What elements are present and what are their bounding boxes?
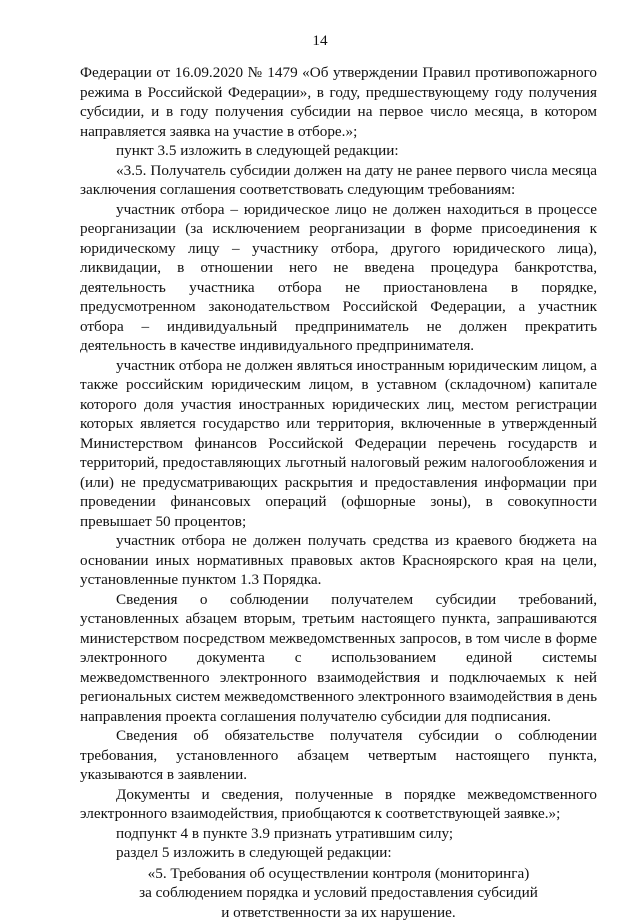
paragraph-continuation: Федерации от 16.09.2020 № 1479 «Об утверждении Правил противопожарного режима в Российской Федерации», в году, предшествующему году получения субсидии, и в году получения субсидии на первое число месяца, в котором направляется заявка на участие в отборе.»; bbox=[80, 63, 597, 141]
paragraph-obligation-info: Сведения об обязательстве получателя субсидии о соблюдении требования, установленного абзацем четвертым настоящего пункта, указываются в заявлении. bbox=[80, 726, 597, 785]
paragraph-interagency-requests: Сведения о соблюдении получателем субсидии требований, установленных абзацем вторым, третьим настоящего пункта, запрашиваются министерством посредством межведомственных запросов, в том числе в форме электронного документа с использованием единой системы межведомственного электронного взаимодействия и подключаемых к ней региональных систем межведомственного электронного взаимодействия в день направления проекта соглашения получателю субсидии для подписания. bbox=[80, 590, 597, 727]
paragraph-documents-attached: Документы и сведения, полученные в порядке межведомственного электронного взаимодействия, приобщаются к соответствующей заявке.»; bbox=[80, 785, 597, 824]
paragraph-section-5-amendment: раздел 5 изложить в следующей редакции: bbox=[80, 843, 597, 863]
section-5-heading-line-1: «5. Требования об осуществлении контроля (мониторинга) bbox=[80, 864, 597, 884]
section-5-heading-line-2: за соблюдением порядка и условий предоставления субсидий bbox=[80, 883, 597, 903]
page-number: 14 bbox=[0, 31, 640, 51]
paragraph-requirement-reorganization: участник отбора – юридическое лицо не должен находиться в процессе реорганизации (за исключением реорганизации в форме присоединения к юридическому лицу – участнику отбора, другого юридического лица), ликвидации, в отношении него не введена процедура банкротства, деятельность участника отбора не приостановлена в порядке, предусмотренном законодательством Российской Федерации, а участник отбора – индивидуальный предприниматель не должен прекратить деятельность в качестве индивидуального предпринимателя. bbox=[80, 200, 597, 356]
paragraph-requirement-budget-funds: участник отбора не должен получать средства из краевого бюджета на основании иных нормативных правовых актов Красноярского края на цели, установленные пунктом 1.3 Порядка. bbox=[80, 531, 597, 590]
section-5-heading-line-3: и ответственности за их нарушение. bbox=[80, 903, 597, 922]
paragraph-subpoint-4-void: подпункт 4 в пункте 3.9 признать утратившим силу; bbox=[80, 824, 597, 844]
paragraph-requirement-foreign-entity: участник отбора не должен являться иностранным юридическим лицом, а также российским юридическим лицом, в уставном (складочном) капитале которого доля участия иностранных юридических лиц, местом регистрации которых является государство или территория, включенные в утвержденный Министерством финансов Российской Федерации перечень государств и территорий, предоставляющих льготный налоговый режим налогообложения и (или) не предусматривающих раскрытия и предоставления информации при проведении финансовых операций (офшорные зоны), в совокупности превышает 50 процентов; bbox=[80, 356, 597, 532]
section-5-heading bbox=[80, 864, 597, 922]
document-body bbox=[80, 63, 597, 922]
paragraph-amendment-3-5: пункт 3.5 изложить в следующей редакции: bbox=[80, 141, 597, 161]
paragraph-3-5-text: «3.5. Получатель субсидии должен на дату не ранее первого числа месяца заключения соглашения соответствовать следующим требованиям: bbox=[80, 161, 597, 200]
